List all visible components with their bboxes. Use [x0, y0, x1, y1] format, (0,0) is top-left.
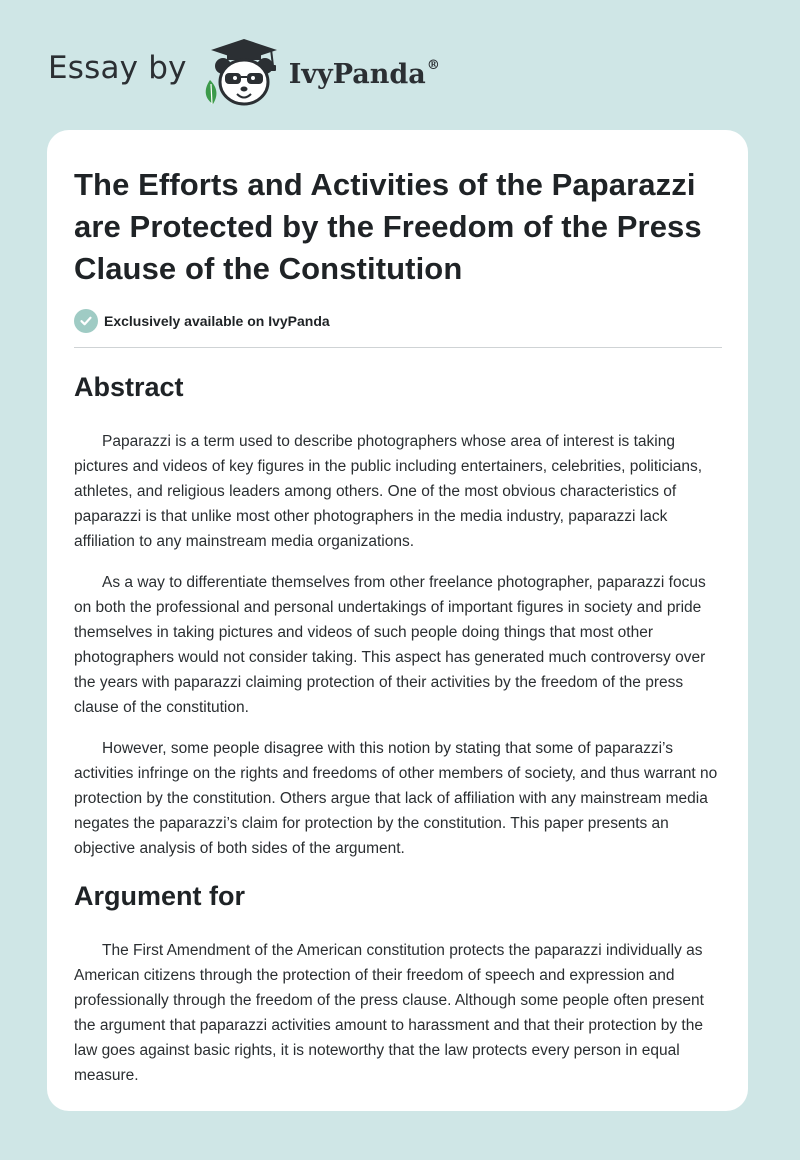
- section-heading: Abstract: [74, 372, 184, 402]
- brand-prefix: Essay by: [48, 50, 187, 86]
- availability-badge: [74, 309, 722, 333]
- brand-name: IvyPanda®: [288, 57, 440, 90]
- availability-text: Exclusively available on IvyPanda: [104, 313, 330, 329]
- paragraph: Paparazzi is a term used to describe photographers whose area of interest is taking pictures and videos of key figures in the public including entertainers, celebrities, politicians, athletes, and religious leaders among others. One of the most obvious characteristics of paparazzi is that unlike most other photographers in the media industry, paparazzi lack affiliation to any mainstream media organizations.: [74, 433, 703, 550]
- paragraph: However, some people disagree with this notion by stating that some of paparazzi’s activities infringe on the rights and freedoms of other members of society, and thus warrant no protection by the constitution. Others argue that lack of affiliation with any mainstream media negates the paparazzi’s claim for protection by the constitution. This paper presents an objective analysis of both sides of the argument.: [74, 740, 718, 857]
- essay-card: [47, 130, 748, 1111]
- site-brand[interactable]: [48, 36, 440, 108]
- section-heading: Argument for: [74, 881, 245, 911]
- section-argument-for: [74, 881, 722, 1088]
- paragraph: The First Amendment of the American constitution protects the paparazzi individually as American citizens through the protection of their freedom of speech and expression and professionally through the freedom of the press clause. Although some people often present the argument that paparazzi activities amount to harassment and that their protection by the law goes against basic rights, it is noteworthy that the law protects every person in equal measure.: [74, 942, 704, 1084]
- panda-graduate-icon: [201, 36, 287, 108]
- check-circle-icon: [74, 309, 98, 333]
- title-divider: [74, 347, 722, 348]
- essay-title: The Efforts and Activities of the Paparazzi are Protected by the Freedom of the Press Clause of the Constitution: [74, 167, 702, 286]
- paragraph: As a way to differentiate themselves from other freelance photographer, paparazzi focus on both the professional and personal undertakings of important figures in society and pride themselves in taking pictures and videos of such people doing things that most other photographers would not consider taking. This aspect has generated much controversy over the years with paparazzi claiming protection of their activities by the freedom of the press clause of the constitution.: [74, 574, 706, 716]
- section-abstract: [74, 372, 722, 861]
